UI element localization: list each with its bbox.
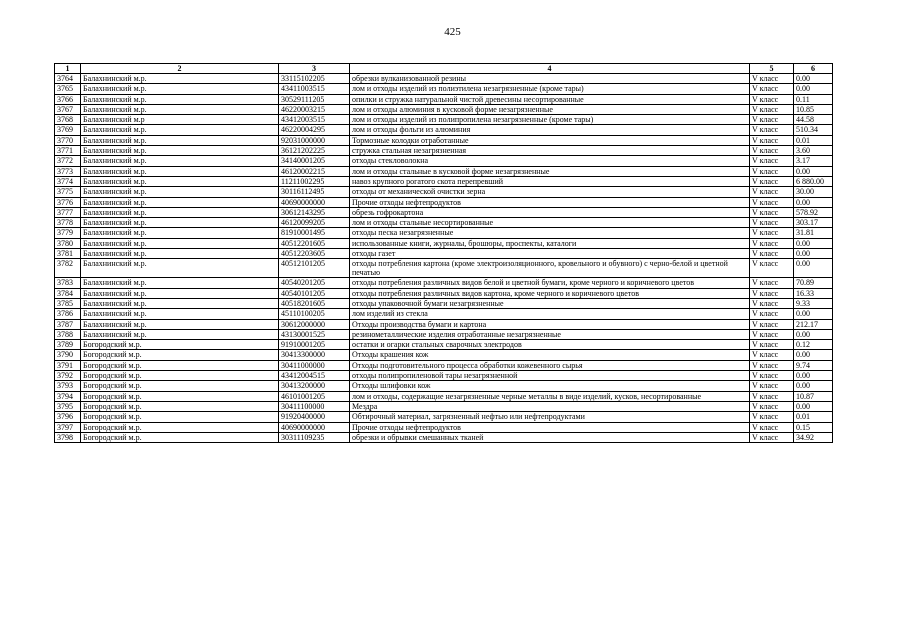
waste-code: 11211002295: [279, 176, 350, 186]
row-number: 3785: [55, 298, 81, 308]
hazard-class: V класс: [750, 309, 794, 319]
hazard-class: V класс: [750, 187, 794, 197]
waste-description: отходы песка незагрязненные: [350, 228, 750, 238]
waste-description: стружка стальная незагрязненная: [350, 146, 750, 156]
hazard-class: V класс: [750, 218, 794, 228]
waste-code: 30612143295: [279, 207, 350, 217]
waste-amount: 0.00: [794, 371, 833, 381]
district-name: Балахнинский м.р.: [81, 278, 279, 288]
row-number: 3765: [55, 84, 81, 94]
table-row: [55, 228, 833, 238]
table-row: [55, 412, 833, 422]
district-name: Балахнинский м.р.: [81, 74, 279, 84]
row-number: 3770: [55, 135, 81, 145]
waste-amount: 0.00: [794, 259, 833, 278]
waste-code: 30612000000: [279, 319, 350, 329]
waste-amount: 16.33: [794, 288, 833, 298]
district-name: Балахнинский м.р.: [81, 249, 279, 259]
column-header: 6: [794, 64, 833, 74]
row-number: 3773: [55, 166, 81, 176]
waste-description: опилки и стружка натуральной чистой древесины несортированные: [350, 94, 750, 104]
row-number: 3766: [55, 94, 81, 104]
row-number: 3789: [55, 340, 81, 350]
table-row: [55, 207, 833, 217]
waste-description: лом изделий из стекла: [350, 309, 750, 319]
waste-amount: 9.33: [794, 298, 833, 308]
waste-amount: 0.12: [794, 340, 833, 350]
district-name: Балахнинский м.р.: [81, 238, 279, 248]
waste-code: 33115102205: [279, 74, 350, 84]
district-name: Богородский м.р.: [81, 412, 279, 422]
table-row: [55, 340, 833, 350]
row-number: 3784: [55, 288, 81, 298]
table-row: [55, 391, 833, 401]
waste-description: обрезки вулканизованной резины: [350, 74, 750, 84]
table-row: [55, 104, 833, 114]
table-row: [55, 176, 833, 186]
hazard-class: V класс: [750, 74, 794, 84]
waste-code: 40512101205: [279, 259, 350, 278]
waste-description: Обтирочный материал, загрязненный нефтью или нефтепродуктами: [350, 412, 750, 422]
district-name: Балахнинский м.р.: [81, 146, 279, 156]
waste-amount: 0.00: [794, 350, 833, 360]
row-number: 3795: [55, 401, 81, 411]
district-name: Балахнинский м.р.: [81, 187, 279, 197]
table-row: [55, 197, 833, 207]
table-row: [55, 218, 833, 228]
waste-code: 40512203605: [279, 249, 350, 259]
table-row: [55, 371, 833, 381]
district-name: Богородский м.р.: [81, 391, 279, 401]
table-row: [55, 432, 833, 442]
hazard-class: V класс: [750, 156, 794, 166]
district-name: Богородский м.р.: [81, 422, 279, 432]
row-number: 3764: [55, 74, 81, 84]
table-row: [55, 238, 833, 248]
waste-code: 30529111205: [279, 94, 350, 104]
district-name: Балахнинский м.р.: [81, 207, 279, 217]
waste-description: обрезь гофрокартона: [350, 207, 750, 217]
table-row: [55, 249, 833, 259]
district-name: Балахнинский м.р.: [81, 104, 279, 114]
row-number: 3778: [55, 218, 81, 228]
waste-code: 81910001495: [279, 228, 350, 238]
table-body: [55, 74, 833, 443]
waste-register-table: [54, 63, 833, 443]
waste-amount: 0.00: [794, 329, 833, 339]
waste-code: 30411000000: [279, 360, 350, 370]
waste-code: 40540101205: [279, 288, 350, 298]
row-number: 3767: [55, 104, 81, 114]
waste-description: лом и отходы стальные несортированные: [350, 218, 750, 228]
table-row: [55, 84, 833, 94]
waste-description: лом и отходы алюминия в кусковой форме незагрязненные: [350, 104, 750, 114]
district-name: Балахнинский м.р.: [81, 135, 279, 145]
waste-code: 30311109235: [279, 432, 350, 442]
waste-description: лом и отходы фольги из алюминия: [350, 125, 750, 135]
waste-amount: 0.01: [794, 412, 833, 422]
waste-amount: 578.92: [794, 207, 833, 217]
waste-amount: 34.92: [794, 432, 833, 442]
waste-description: использованные книги, журналы, брошюры, проспекты, каталоги: [350, 238, 750, 248]
row-number: 3783: [55, 278, 81, 288]
table-row: [55, 125, 833, 135]
waste-amount: 0.00: [794, 197, 833, 207]
table-row: [55, 319, 833, 329]
waste-code: 40540201205: [279, 278, 350, 288]
hazard-class: V класс: [750, 166, 794, 176]
hazard-class: V класс: [750, 176, 794, 186]
waste-code: 46120099205: [279, 218, 350, 228]
table-row: [55, 94, 833, 104]
table-row: [55, 135, 833, 145]
waste-description: отходы газет: [350, 249, 750, 259]
waste-code: 34140001205: [279, 156, 350, 166]
table-row: [55, 187, 833, 197]
district-name: Балахнинский м.р.: [81, 309, 279, 319]
hazard-class: V класс: [750, 115, 794, 125]
district-name: Богородский м.р.: [81, 401, 279, 411]
district-name: Балахнинский м.р.: [81, 329, 279, 339]
waste-code: 30413200000: [279, 381, 350, 391]
hazard-class: V класс: [750, 84, 794, 94]
waste-code: 46220003215: [279, 104, 350, 114]
hazard-class: V класс: [750, 104, 794, 114]
hazard-class: V класс: [750, 371, 794, 381]
waste-description: отходы потребления картона (кроме электроизоляционного, кровельного и обувного) с черно-белой и цветной печатью: [350, 259, 750, 278]
waste-code: 46101001205: [279, 391, 350, 401]
district-name: Богородский м.р.: [81, 371, 279, 381]
waste-description: Отходы шлифовки кож: [350, 381, 750, 391]
waste-code: 92031000000: [279, 135, 350, 145]
row-number: 3781: [55, 249, 81, 259]
district-name: Балахнинский м.р.: [81, 218, 279, 228]
waste-description: Прочие отходы нефтепродуктов: [350, 197, 750, 207]
waste-description: навоз крупного рогатого скота перепревший: [350, 176, 750, 186]
column-header: 3: [279, 64, 350, 74]
waste-description: лом и отходы стальные в кусковой форме незагрязненные: [350, 166, 750, 176]
hazard-class: V класс: [750, 350, 794, 360]
district-name: Балахнинский м.р.: [81, 259, 279, 278]
row-number: 3790: [55, 350, 81, 360]
row-number: 3774: [55, 176, 81, 186]
row-number: 3797: [55, 422, 81, 432]
waste-amount: 6 880.00: [794, 176, 833, 186]
column-header: 1: [55, 64, 81, 74]
row-number: 3775: [55, 187, 81, 197]
hazard-class: V класс: [750, 249, 794, 259]
waste-amount: 0.00: [794, 249, 833, 259]
waste-description: остатки и огарки стальных сварочных электродов: [350, 340, 750, 350]
district-name: Богородский м.р.: [81, 350, 279, 360]
hazard-class: V класс: [750, 135, 794, 145]
page-number: 425: [444, 26, 461, 38]
district-name: Богородский м.р.: [81, 381, 279, 391]
table-row: [55, 278, 833, 288]
table-row: [55, 350, 833, 360]
district-name: Балахнинский м.р.: [81, 166, 279, 176]
waste-code: 40512201605: [279, 238, 350, 248]
column-header: 4: [350, 64, 750, 74]
waste-code: 91910001205: [279, 340, 350, 350]
waste-amount: 0.00: [794, 74, 833, 84]
row-number: 3782: [55, 259, 81, 278]
waste-code: 40518201605: [279, 298, 350, 308]
waste-code: 46120002215: [279, 166, 350, 176]
district-name: Балахнинский м.р.: [81, 156, 279, 166]
district-name: Богородский м.р.: [81, 340, 279, 350]
hazard-class: V класс: [750, 125, 794, 135]
table-row: [55, 360, 833, 370]
waste-amount: 0.01: [794, 135, 833, 145]
row-number: 3777: [55, 207, 81, 217]
waste-code: 36121202225: [279, 146, 350, 156]
district-name: Балахнинский м.р: [81, 115, 279, 125]
table-row: [55, 146, 833, 156]
waste-description: лом и отходы изделий из полиэтилена незагрязненные (кроме тары): [350, 84, 750, 94]
table-row: [55, 381, 833, 391]
waste-amount: 0.00: [794, 238, 833, 248]
row-number: 3787: [55, 319, 81, 329]
header-row: [55, 64, 833, 74]
row-number: 3788: [55, 329, 81, 339]
waste-amount: 10.85: [794, 104, 833, 114]
row-number: 3791: [55, 360, 81, 370]
waste-description: Прочие отходы нефтепродуктов: [350, 422, 750, 432]
waste-code: 91920400000: [279, 412, 350, 422]
waste-code: 30413300000: [279, 350, 350, 360]
waste-description: Тормозные колодки отработанные: [350, 135, 750, 145]
waste-amount: 212.17: [794, 319, 833, 329]
row-number: 3768: [55, 115, 81, 125]
hazard-class: V класс: [750, 329, 794, 339]
district-name: Балахнинский м.р.: [81, 176, 279, 186]
hazard-class: V класс: [750, 360, 794, 370]
hazard-class: V класс: [750, 228, 794, 238]
waste-description: отходы от механической очистки зерна: [350, 187, 750, 197]
row-number: 3776: [55, 197, 81, 207]
waste-amount: 510.34: [794, 125, 833, 135]
hazard-class: V класс: [750, 340, 794, 350]
hazard-class: V класс: [750, 207, 794, 217]
hazard-class: V класс: [750, 146, 794, 156]
district-name: Балахнинский м.р.: [81, 94, 279, 104]
table-row: [55, 422, 833, 432]
hazard-class: V класс: [750, 238, 794, 248]
district-name: Балахнинский м.р.: [81, 197, 279, 207]
hazard-class: V класс: [750, 278, 794, 288]
waste-code: 40690000000: [279, 197, 350, 207]
waste-code: 40690000000: [279, 422, 350, 432]
waste-description: лом и отходы, содержащие незагрязненные черные металлы в виде изделий, кусков, несортированные: [350, 391, 750, 401]
hazard-class: V класс: [750, 412, 794, 422]
waste-amount: 10.87: [794, 391, 833, 401]
waste-amount: 0.15: [794, 422, 833, 432]
waste-code: 43130001525: [279, 329, 350, 339]
row-number: 3798: [55, 432, 81, 442]
district-name: Балахнинский м.р.: [81, 125, 279, 135]
waste-description: Отходы подготовительного процесса обработки кожевенного сырья: [350, 360, 750, 370]
row-number: 3794: [55, 391, 81, 401]
row-number: 3780: [55, 238, 81, 248]
district-name: Балахнинский м.р.: [81, 298, 279, 308]
waste-description: Отходы производства бумаги и картона: [350, 319, 750, 329]
hazard-class: V класс: [750, 197, 794, 207]
table-row: [55, 166, 833, 176]
waste-code: 43412003515: [279, 115, 350, 125]
hazard-class: V класс: [750, 288, 794, 298]
row-number: 3771: [55, 146, 81, 156]
waste-amount: 31.81: [794, 228, 833, 238]
table-row: [55, 401, 833, 411]
table-row: [55, 259, 833, 278]
hazard-class: V класс: [750, 381, 794, 391]
row-number: 3779: [55, 228, 81, 238]
waste-code: 43411003515: [279, 84, 350, 94]
hazard-class: V класс: [750, 94, 794, 104]
waste-description: обрезки и обрывки смешанных тканей: [350, 432, 750, 442]
column-header: 2: [81, 64, 279, 74]
waste-amount: 9.74: [794, 360, 833, 370]
waste-description: Мездра: [350, 401, 750, 411]
row-number: 3796: [55, 412, 81, 422]
hazard-class: V класс: [750, 432, 794, 442]
row-number: 3786: [55, 309, 81, 319]
waste-description: резинометаллические изделия отработанные незагрязненные: [350, 329, 750, 339]
waste-code: 30116112495: [279, 187, 350, 197]
waste-description: отходы стекловолокна: [350, 156, 750, 166]
hazard-class: V класс: [750, 401, 794, 411]
waste-description: отходы упаковочной бумаги незагрязненные: [350, 298, 750, 308]
waste-amount: 0.00: [794, 309, 833, 319]
waste-code: 45110100205: [279, 309, 350, 319]
table-row: [55, 74, 833, 84]
waste-description: Отходы крашения кож: [350, 350, 750, 360]
row-number: 3792: [55, 371, 81, 381]
hazard-class: V класс: [750, 298, 794, 308]
waste-description: отходы потребления различных видов картона, кроме черного и коричневого цветов: [350, 288, 750, 298]
waste-amount: 0.00: [794, 381, 833, 391]
table-row: [55, 115, 833, 125]
waste-description: отходы полипропиленовой тары незагрязненной: [350, 371, 750, 381]
waste-description: отходы потребления различных видов белой и цветной бумаги, кроме черного и коричневого цветов: [350, 278, 750, 288]
table-row: [55, 288, 833, 298]
hazard-class: V класс: [750, 259, 794, 278]
row-number: 3769: [55, 125, 81, 135]
waste-amount: 0.11: [794, 94, 833, 104]
waste-amount: 0.00: [794, 84, 833, 94]
waste-amount: 30.00: [794, 187, 833, 197]
waste-amount: 3.60: [794, 146, 833, 156]
waste-code: 30411100000: [279, 401, 350, 411]
waste-amount: 303.17: [794, 218, 833, 228]
waste-code: 46220004295: [279, 125, 350, 135]
waste-code: 43412004515: [279, 371, 350, 381]
column-header: 5: [750, 64, 794, 74]
waste-amount: 3.17: [794, 156, 833, 166]
waste-amount: 0.00: [794, 166, 833, 176]
hazard-class: V класс: [750, 319, 794, 329]
district-name: Богородский м.р.: [81, 360, 279, 370]
table-row: [55, 329, 833, 339]
district-name: Балахнинский м.р.: [81, 84, 279, 94]
row-number: 3772: [55, 156, 81, 166]
row-number: 3793: [55, 381, 81, 391]
waste-description: лом и отходы изделий из полипропилена незагрязненные (кроме тары): [350, 115, 750, 125]
table-row: [55, 156, 833, 166]
district-name: Богородский м.р.: [81, 432, 279, 442]
district-name: Балахнинский м.р.: [81, 288, 279, 298]
hazard-class: V класс: [750, 422, 794, 432]
waste-amount: 44.58: [794, 115, 833, 125]
district-name: Балахнинский м.р.: [81, 228, 279, 238]
hazard-class: V класс: [750, 391, 794, 401]
table-row: [55, 298, 833, 308]
waste-amount: 70.89: [794, 278, 833, 288]
district-name: Балахнинский м.р.: [81, 319, 279, 329]
waste-amount: 0.00: [794, 401, 833, 411]
table-row: [55, 309, 833, 319]
